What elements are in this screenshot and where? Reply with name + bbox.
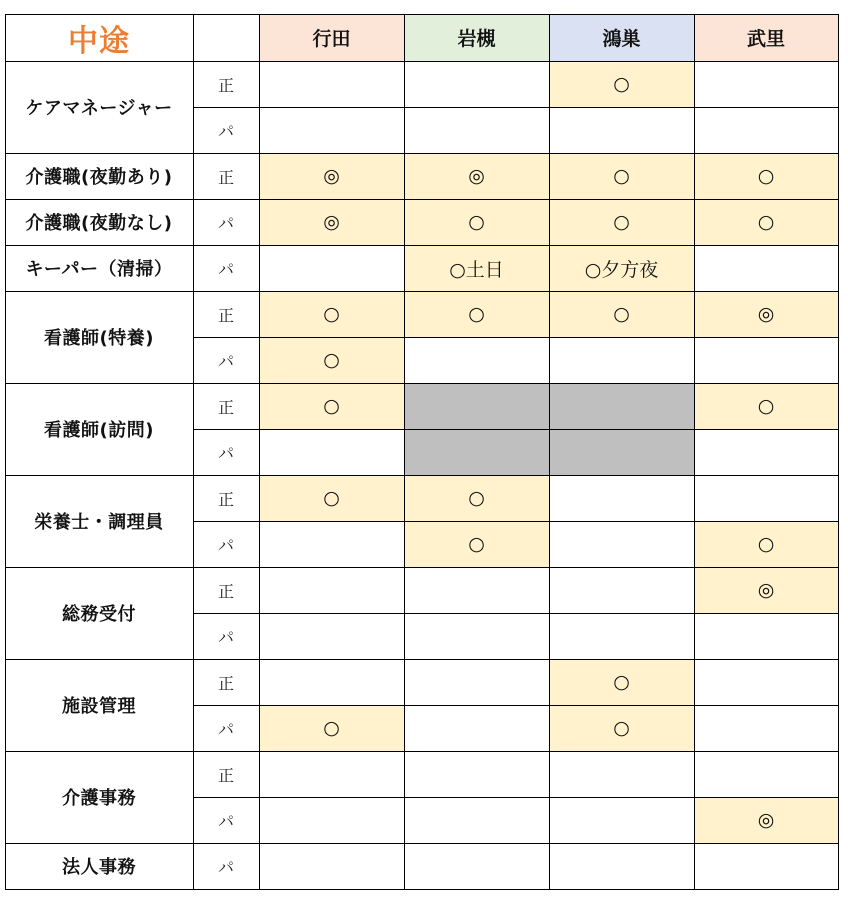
availability-cell: ○ bbox=[259, 383, 404, 429]
availability-cell bbox=[404, 429, 549, 475]
job-category: 総務受付 bbox=[62, 604, 136, 625]
availability-cell: ○ bbox=[549, 659, 694, 705]
employment-type: パ bbox=[217, 259, 234, 279]
availability-cell: ○ bbox=[259, 337, 404, 383]
job-category: キーパー（清掃） bbox=[25, 259, 173, 280]
availability-cell bbox=[404, 705, 549, 751]
grid-line bbox=[5, 383, 839, 384]
availability-cell bbox=[694, 107, 838, 153]
availability-cell: ◎ bbox=[694, 291, 838, 337]
grid-line bbox=[193, 429, 839, 430]
employment-type: パ bbox=[217, 351, 234, 371]
availability-cell bbox=[404, 567, 549, 613]
availability-cell bbox=[259, 567, 404, 613]
employment-type: 正 bbox=[217, 167, 234, 187]
job-category: 栄養士・調理員 bbox=[34, 512, 164, 533]
availability-cell bbox=[694, 475, 838, 521]
grid-line bbox=[549, 14, 550, 890]
availability-cell: ○ bbox=[404, 199, 549, 245]
grid-line bbox=[259, 14, 260, 890]
availability-cell: ○ bbox=[549, 291, 694, 337]
availability-cell bbox=[404, 659, 549, 705]
availability-cell bbox=[404, 337, 549, 383]
availability-cell: ◎ bbox=[259, 199, 404, 245]
job-category: 施設管理 bbox=[62, 696, 136, 717]
grid-line bbox=[5, 751, 839, 752]
availability-cell bbox=[549, 383, 694, 429]
grid-line bbox=[193, 107, 839, 108]
availability-cell bbox=[549, 567, 694, 613]
grid-line bbox=[193, 521, 839, 522]
job-category: 法人事務 bbox=[62, 857, 136, 878]
grid-line bbox=[5, 245, 839, 246]
availability-cell bbox=[549, 613, 694, 659]
availability-cell: ○ bbox=[259, 475, 404, 521]
availability-cell bbox=[259, 429, 404, 475]
availability-cell bbox=[259, 61, 404, 107]
availability-cell: ◎ bbox=[404, 153, 549, 199]
grid-line bbox=[5, 475, 839, 476]
availability-cell: ○ bbox=[694, 383, 838, 429]
employment-type: 正 bbox=[217, 75, 234, 95]
availability-cell bbox=[694, 429, 838, 475]
grid-line bbox=[5, 843, 839, 844]
grid-line bbox=[5, 14, 839, 15]
job-category: ケアマネージャー bbox=[25, 98, 173, 119]
availability-cell bbox=[694, 245, 838, 291]
employment-type: パ bbox=[217, 857, 234, 877]
location-header: 行田 bbox=[259, 14, 404, 61]
employment-type: 正 bbox=[217, 673, 234, 693]
job-category: 看護師(特養) bbox=[44, 328, 154, 349]
availability-cell bbox=[259, 245, 404, 291]
grid-line bbox=[193, 14, 194, 890]
availability-cell bbox=[404, 107, 549, 153]
availability-cell bbox=[259, 751, 404, 797]
grid-line bbox=[694, 14, 695, 890]
grid-line bbox=[5, 199, 839, 200]
availability-cell bbox=[404, 751, 549, 797]
availability-cell bbox=[259, 797, 404, 843]
employment-type: 正 bbox=[217, 305, 234, 325]
employment-type: 正 bbox=[217, 397, 234, 417]
availability-cell bbox=[694, 613, 838, 659]
availability-cell bbox=[549, 429, 694, 475]
job-category: 介護職(夜勤なし) bbox=[25, 213, 173, 234]
employment-type: 正 bbox=[217, 765, 234, 785]
availability-cell: ○ bbox=[549, 153, 694, 199]
availability-cell: ○ bbox=[694, 521, 838, 567]
grid-line bbox=[5, 61, 839, 62]
availability-cell bbox=[404, 797, 549, 843]
availability-cell: ○ bbox=[404, 475, 549, 521]
grid-line bbox=[5, 14, 6, 890]
availability-cell bbox=[259, 659, 404, 705]
employment-type: パ bbox=[217, 719, 234, 739]
availability-cell: ◎ bbox=[694, 797, 838, 843]
availability-cell: ○ bbox=[404, 291, 549, 337]
availability-cell bbox=[404, 383, 549, 429]
availability-cell: ◎ bbox=[694, 567, 838, 613]
availability-cell bbox=[259, 107, 404, 153]
availability-cell bbox=[694, 337, 838, 383]
availability-cell bbox=[694, 659, 838, 705]
availability-cell bbox=[259, 521, 404, 567]
grid-line bbox=[193, 797, 839, 798]
location-header: 武里 bbox=[694, 14, 838, 61]
employment-type: 正 bbox=[217, 581, 234, 601]
availability-cell: ○ bbox=[694, 199, 838, 245]
location-header: 鴻巣 bbox=[549, 14, 694, 61]
grid-line bbox=[5, 889, 839, 890]
grid-line bbox=[5, 291, 839, 292]
availability-cell bbox=[549, 843, 694, 889]
header-type-column bbox=[193, 14, 259, 61]
availability-cell bbox=[549, 475, 694, 521]
availability-cell bbox=[404, 843, 549, 889]
employment-type: パ bbox=[217, 443, 234, 463]
employment-type: パ bbox=[217, 627, 234, 647]
availability-cell: ○土日 bbox=[404, 245, 549, 291]
availability-cell bbox=[549, 521, 694, 567]
grid-line bbox=[193, 613, 839, 614]
availability-cell bbox=[549, 797, 694, 843]
job-category: 介護事務 bbox=[62, 788, 136, 809]
employment-type: パ bbox=[217, 213, 234, 233]
availability-cell bbox=[549, 107, 694, 153]
employment-type: パ bbox=[217, 121, 234, 141]
availability-cell bbox=[694, 61, 838, 107]
availability-cell: ○ bbox=[549, 705, 694, 751]
employment-type: 正 bbox=[217, 489, 234, 509]
availability-cell bbox=[549, 751, 694, 797]
availability-cell bbox=[259, 613, 404, 659]
grid-line bbox=[193, 705, 839, 706]
availability-cell bbox=[694, 751, 838, 797]
availability-cell: ○ bbox=[694, 153, 838, 199]
availability-cell bbox=[694, 705, 838, 751]
availability-cell bbox=[549, 337, 694, 383]
table-title: 中途 bbox=[68, 23, 130, 59]
availability-cell: ○ bbox=[404, 521, 549, 567]
availability-cell: ◎ bbox=[259, 153, 404, 199]
grid-line bbox=[838, 14, 839, 890]
availability-cell bbox=[694, 843, 838, 889]
availability-cell: ○ bbox=[259, 291, 404, 337]
employment-type: パ bbox=[217, 811, 234, 831]
availability-cell: ○夕方夜 bbox=[549, 245, 694, 291]
employment-type: パ bbox=[217, 535, 234, 555]
location-header: 岩槻 bbox=[404, 14, 549, 61]
grid-line bbox=[5, 153, 839, 154]
grid-line bbox=[404, 14, 405, 890]
availability-cell: ○ bbox=[549, 61, 694, 107]
grid-line bbox=[193, 337, 839, 338]
availability-cell bbox=[259, 843, 404, 889]
availability-cell bbox=[404, 613, 549, 659]
grid-line bbox=[5, 567, 839, 568]
availability-cell: ○ bbox=[259, 705, 404, 751]
availability-cell: ○ bbox=[549, 199, 694, 245]
grid-line bbox=[5, 659, 839, 660]
availability-cell bbox=[404, 61, 549, 107]
job-category: 介護職(夜勤あり) bbox=[25, 167, 173, 188]
job-category: 看護師(訪問) bbox=[44, 420, 154, 441]
